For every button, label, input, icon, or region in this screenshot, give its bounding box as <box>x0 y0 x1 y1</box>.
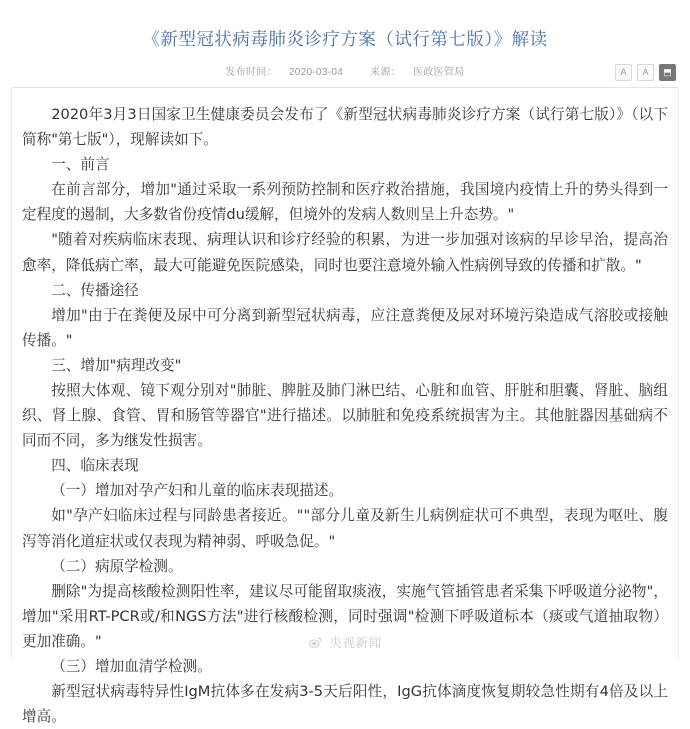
theme-toggle-button[interactable] <box>659 64 676 81</box>
watermark <box>0 633 690 651</box>
header-divider <box>12 87 678 88</box>
source-value: 医政医管局 <box>413 66 465 78</box>
font-size-toolbar[interactable] <box>615 64 676 81</box>
font-decrease-label: A <box>620 66 627 77</box>
paragraph: 二、传播途径 <box>51 281 139 299</box>
page-right-rule <box>678 88 679 658</box>
publish-time-label: 发布时间： <box>225 66 277 78</box>
paragraph: 如"孕产妇临床过程与同龄患者接近。""部分儿童及新生儿病例症状可不典型，表现为呕吐、腹泻等消化道症状或仅表现为精神弱、呼吸急促。" <box>22 507 668 550</box>
page-left-rule <box>11 88 12 658</box>
font-decrease-button[interactable] <box>615 64 632 81</box>
weibo-icon <box>309 637 322 648</box>
font-increase-button[interactable] <box>637 64 654 81</box>
source <box>364 67 470 78</box>
document-page <box>0 12 690 726</box>
page-title: 《新型冠状病毒肺炎诊疗方案（试行第七版）》解读 <box>142 28 548 49</box>
paragraph: （三）增加血清学检测。 <box>51 658 212 675</box>
watermark-text: 央视新闻 <box>329 635 382 650</box>
paragraph: 四、临床表现 <box>51 457 139 475</box>
paragraph: （一）增加对孕产妇和儿童的临床表现描述。 <box>51 482 344 500</box>
paragraph: 删除"为提高核酸检测阳性率，建议尽可能留取痰液，实施气管插管患者采集下呼吸道分泌物"，增加"采用RT-PCR或/和NGS方法"进行核酸检测，同时强调"检测下呼吸道标本（痰或气道抽取物）更加准确。" <box>22 582 668 650</box>
paragraph: "随着对疾病临床表现、病理认识和诊疗经验的积累，为进一步加强对该病的早诊早治，提高治愈率，降低病亡率，最大可能避免医院感染，同时也要注意境外输入性病例导致的传播和扩散。" <box>22 231 668 274</box>
paragraph: （二）病原学检测。 <box>51 557 183 575</box>
publish-time-value: 2020-03-04 <box>288 66 344 78</box>
theme-toggle-icon: ⬒ <box>663 66 672 77</box>
paragraph: 增加"由于在粪便及尿中可分离到新型冠状病毒，应注意粪便及尿对环境污染造成气溶胶或接触传播。" <box>22 306 668 349</box>
publish-time <box>219 67 349 78</box>
font-increase-label: A <box>642 66 649 77</box>
paragraph: 2020年3月3日国家卫生健康委员会发布了《新型冠状病毒肺炎诊疗方案（试行第七版）》（以下简称"第七版"），现解读如下。 <box>22 105 668 149</box>
paragraph: 一、前言 <box>51 156 110 174</box>
paragraph: 新型冠状病毒特异性IgM抗体多在发病3-5天后阳性，IgG抗体滴度恢复期较急性期有4倍及以上增高。 <box>22 683 668 726</box>
paragraph: 按照大体观、镜下观分别对"肺脏、脾脏及肺门淋巴结、心脏和血管、肝脏和胆囊、肾脏、脑组织、肾上腺、食管、胃和肠管等器官"进行描述。以肺脏和免疫系统损害为主。其他脏器因基础病不同而不同，多为继发性损害。 <box>22 381 668 450</box>
paragraph: 在前言部分，增加"通过采取一系列预防控制和医疗救治措施，我国境内疫情上升的势头得到一定程度的遏制，大多数省份疫情du缓解，但境外的发病人数则呈上升态势。" <box>22 181 668 224</box>
article-meta <box>12 63 678 78</box>
paragraph: 三、增加"病理改变" <box>51 356 182 374</box>
source-label: 来源： <box>370 66 402 78</box>
